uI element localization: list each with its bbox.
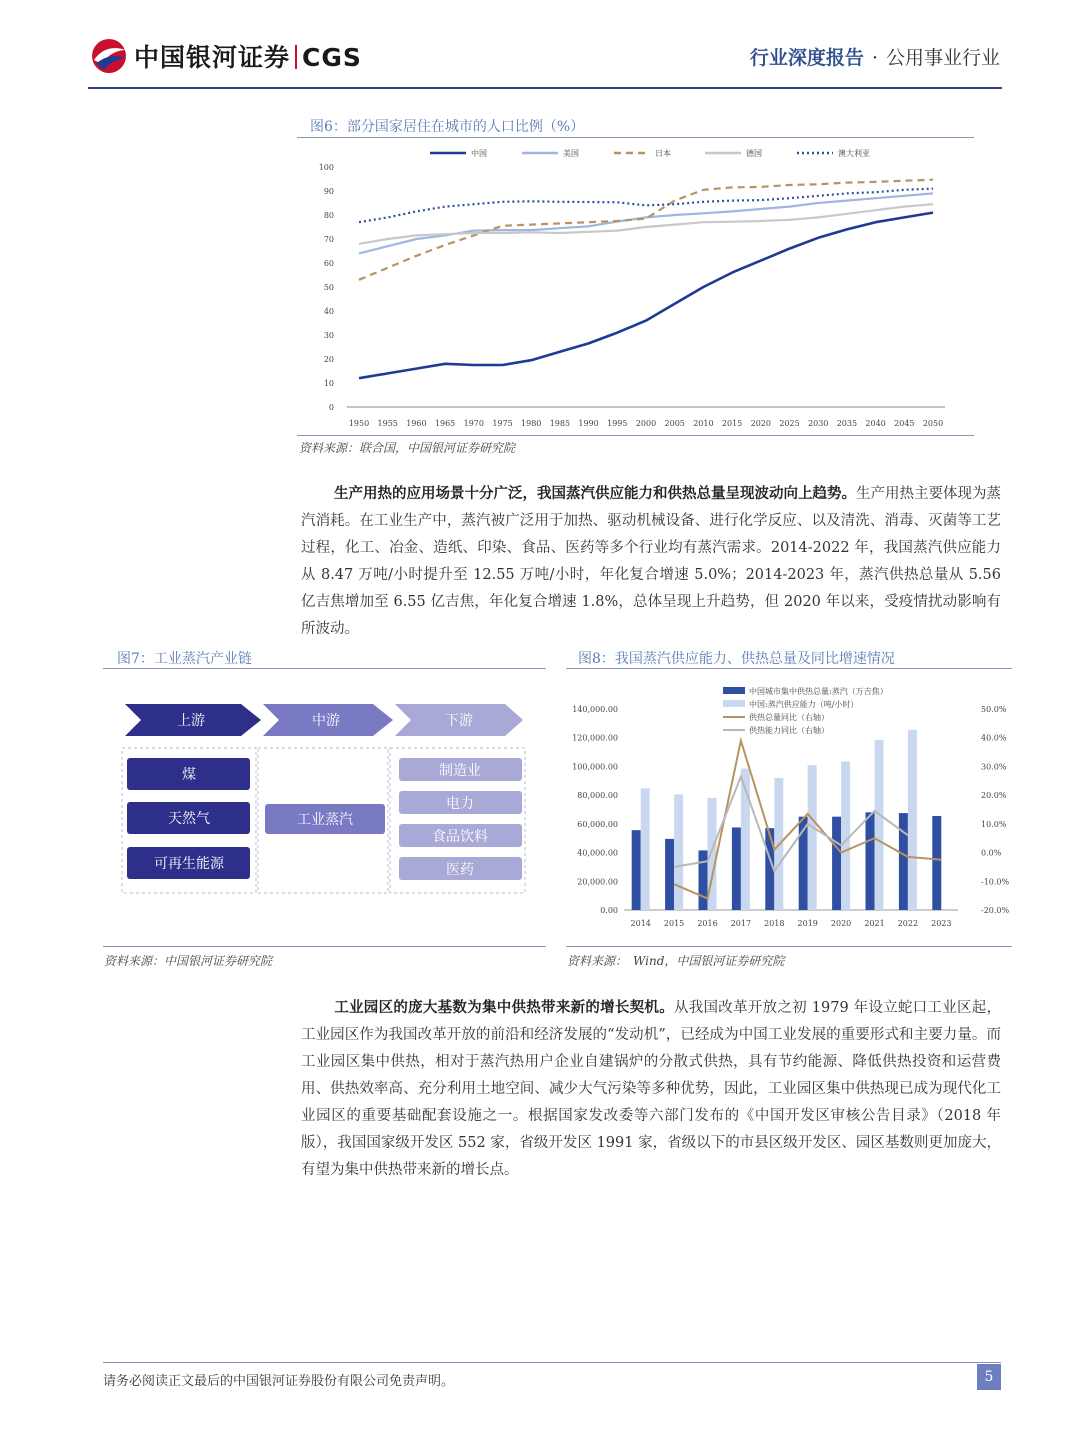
x-tick-label: 2010 <box>693 419 714 428</box>
x-tick-label: 1975 <box>492 419 513 428</box>
x-tick-label: 2019 <box>797 919 818 928</box>
paragraph2-lead: 工业园区的庞大基数为集中供热带来新的增长契机。 <box>334 999 674 1016</box>
left-y-tick-label: 20,000.00 <box>577 877 618 887</box>
bar <box>832 817 841 910</box>
legend-label: 美国 <box>563 149 579 158</box>
paragraph-steam-supply <box>301 480 1001 643</box>
logo-en: CGS <box>302 43 362 72</box>
x-tick-label: 2023 <box>931 919 952 928</box>
series-line <box>359 193 933 253</box>
legend-label: 日本 <box>655 149 671 158</box>
bar <box>699 850 708 910</box>
y-tick-label: 100 <box>318 163 334 172</box>
fig6-caption: 图6：部分国家居住在城市的人口比例（%） <box>310 119 585 135</box>
bar <box>932 816 941 910</box>
downstream-label: 下游 <box>445 713 473 729</box>
x-tick-label: 1995 <box>607 419 628 428</box>
x-tick-label: 2030 <box>808 419 829 428</box>
x-tick-label: 2025 <box>779 419 800 428</box>
legend-swatch <box>723 687 745 694</box>
y-tick-label: 30 <box>323 331 334 340</box>
bar <box>866 812 875 910</box>
right-y-tick-label: 50.0% <box>981 705 1007 714</box>
downstream-food-label: 食品饮料 <box>432 829 488 845</box>
paragraph1-lead: 生产用热的应用场景十分广泛，我国蒸汽供应能力和供热总量呈现波动向上趋势。 <box>334 485 856 502</box>
x-tick-label: 2035 <box>836 419 858 428</box>
midstream-label: 中游 <box>312 713 340 729</box>
downstream-pharma-label: 医药 <box>446 862 474 878</box>
report-header <box>750 43 1000 70</box>
right-y-tick-label: 0.0% <box>981 848 1002 858</box>
x-tick-label: 1970 <box>463 419 484 428</box>
paragraph1-body: 生产用热主要体现为蒸汽消耗。在工业生产中，蒸汽被广泛用于加热、驱动机械设备、进行化学反应、以及清洗、消毒、灭菌等工艺过程，化工、冶金、造纸、印染、食品、医药等多个行业均有蒸汽需求。2014-2022 年，我国蒸汽供应能力从 8.47 万吨/小时提升至 12.55 万吨/小时，年化复合增速 5.0%；2014-2023 年，蒸汽供热总量从 5.56 亿吉焦增加至 6.55 亿吉焦，年化复合增速 1.8%，总体呈现上升趋势，但 2020 年以来，受疫情扰动影响有所波动。 <box>301 486 1001 637</box>
bar <box>674 794 683 910</box>
industry-label: 公用事业行业 <box>885 47 1000 69</box>
midstream-steam-label: 工业蒸汽 <box>297 812 353 828</box>
x-tick-label: 2045 <box>894 419 915 428</box>
x-tick-label: 2050 <box>922 419 944 428</box>
y-tick-label: 60 <box>323 259 334 268</box>
downstream-manufacturing-label: 制造业 <box>439 763 481 779</box>
y-tick-label: 40 <box>323 307 334 316</box>
right-y-tick-label: 10.0% <box>981 819 1007 829</box>
paragraph2-body: 从我国改革开放之初 1979 年设立蛇口工业区起，工业园区作为我国改革开放的前沿和经济发展的“发动机”，已经成为中国工业发展的重要形式和主要力量。而工业园区集中供热，相对于蒸汽热用户企业自建锅炉的分散式供热，具有节约能源、降低供热投资和运营费用、供热效率高、充分利用土地空间、减少大气污染等多种优势，因此，工业园区集中供热现已成为现代化工业园区的重要基础配套设施之一。根据国家发改委等六部门发布的《中国开发区审核公告目录》（2018 年版），我国国家级开发区 552 家，省级开发区 1991 家，省级以下的市县区级开发区、园区基数则更加庞大，有望为集中供热带来新的增长点。 <box>301 1000 1002 1178</box>
series-line <box>359 213 933 379</box>
bar <box>732 827 741 910</box>
bar <box>641 788 650 910</box>
fig6-source-rule <box>297 435 974 436</box>
bar <box>875 740 884 910</box>
legend-swatch <box>723 700 745 707</box>
x-tick-label: 2021 <box>864 919 885 928</box>
x-tick-label: 2022 <box>897 919 919 928</box>
fig6-source: 资料来源：联合国，中国银河证券研究院 <box>299 441 516 455</box>
brand-logo <box>134 38 362 74</box>
fig8-caption-rule <box>566 668 1012 669</box>
logo-icon <box>88 38 130 74</box>
x-tick-label: 2015 <box>663 919 685 928</box>
x-tick-label: 2020 <box>830 919 852 928</box>
right-y-tick-label: 30.0% <box>981 762 1007 772</box>
left-y-tick-label: 120,000.00 <box>572 733 618 743</box>
paragraph-industrial-parks <box>301 994 1001 1184</box>
fig7-industry-chain-diagram <box>103 690 546 920</box>
y-tick-label: 70 <box>323 235 334 244</box>
x-tick-label: 1985 <box>549 419 571 428</box>
left-y-tick-label: 40,000.00 <box>577 848 618 858</box>
y-tick-label: 80 <box>323 211 334 220</box>
fig7-source-rule <box>103 946 546 947</box>
page-number: 5 <box>977 1364 1001 1390</box>
upstream-coal-label: 煤 <box>182 767 196 783</box>
footer-rule <box>103 1362 1001 1363</box>
fig8-combo-chart <box>566 680 1012 940</box>
x-tick-label: 2040 <box>865 419 886 428</box>
left-y-tick-label: 0.00 <box>600 906 618 915</box>
footer-disclaimer: 请务必阅读正文最后的中国银河证券股份有限公司免责声明。 <box>103 1374 455 1389</box>
left-y-tick-label: 140,000.00 <box>572 705 618 714</box>
downstream-power-label: 电力 <box>446 796 474 812</box>
y-tick-label: 0 <box>328 403 334 412</box>
right-y-tick-label: -20.0% <box>981 906 1010 915</box>
fig7-caption: 图7：工业蒸汽产业链 <box>117 651 252 667</box>
x-tick-label: 2015 <box>721 419 743 428</box>
logo-separator <box>295 45 297 69</box>
legend-label: 澳大利亚 <box>838 149 870 158</box>
fig6-line-chart <box>297 140 977 435</box>
legend-label: 供热总量同比（右轴） <box>749 713 829 722</box>
x-tick-label: 1950 <box>348 419 370 428</box>
legend-label: 中国 <box>471 149 487 158</box>
bar <box>899 813 908 910</box>
y-tick-label: 20 <box>323 355 334 364</box>
logo-text: 中国银河证券 <box>134 43 291 72</box>
fig8-source: 资料来源： Wind，中国银河证券研究院 <box>567 954 785 968</box>
left-y-tick-label: 100,000.00 <box>572 762 618 772</box>
right-y-tick-label: 20.0% <box>981 791 1007 801</box>
header-separator: · <box>871 47 878 69</box>
x-tick-label: 2017 <box>730 919 752 928</box>
bar <box>908 730 917 910</box>
legend-label: 中国:蒸汽供应能力（吨/小时） <box>749 700 859 709</box>
fig7-source: 资料来源：中国银河证券研究院 <box>104 954 273 968</box>
bar <box>665 839 674 910</box>
legend-label: 中国城市集中供热总量:蒸汽（万吉焦） <box>749 687 888 696</box>
y-tick-label: 50 <box>323 283 334 292</box>
legend-label: 德国 <box>746 149 762 158</box>
series-line <box>359 204 933 244</box>
fig8-caption: 图8：我国蒸汽供应能力、供热总量及同比增速情况 <box>578 651 895 667</box>
bar <box>632 830 641 910</box>
bar <box>841 761 850 910</box>
fig7-caption-rule <box>103 668 546 669</box>
x-tick-label: 2014 <box>630 919 651 928</box>
right-y-tick-label: 40.0% <box>981 733 1007 743</box>
x-tick-label: 1960 <box>406 419 427 428</box>
left-y-tick-label: 80,000.00 <box>577 791 618 801</box>
left-y-tick-label: 60,000.00 <box>577 819 618 829</box>
right-y-tick-label: -10.0% <box>981 877 1010 887</box>
header-rule <box>88 87 1002 89</box>
x-tick-label: 2005 <box>664 419 685 428</box>
legend-label: 供热能力同比（右轴） <box>749 726 829 735</box>
x-tick-label: 1955 <box>377 419 398 428</box>
x-tick-label: 1965 <box>434 419 456 428</box>
upstream-label: 上游 <box>177 713 205 729</box>
report-type: 行业深度报告 <box>749 47 864 69</box>
y-tick-label: 10 <box>323 379 334 388</box>
x-tick-label: 2018 <box>764 919 785 928</box>
bar <box>808 765 817 910</box>
y-tick-label: 90 <box>323 187 334 196</box>
x-tick-label: 2016 <box>697 919 718 928</box>
x-tick-label: 2000 <box>635 419 657 428</box>
fig6-caption-rule <box>297 137 974 138</box>
upstream-renewable-label: 可再生能源 <box>154 856 224 872</box>
x-tick-label: 1980 <box>521 419 542 428</box>
upstream-gas-label: 天然气 <box>168 811 210 827</box>
fig8-source-rule <box>566 946 1012 947</box>
x-tick-label: 2020 <box>750 419 771 428</box>
x-tick-label: 1990 <box>578 419 599 428</box>
